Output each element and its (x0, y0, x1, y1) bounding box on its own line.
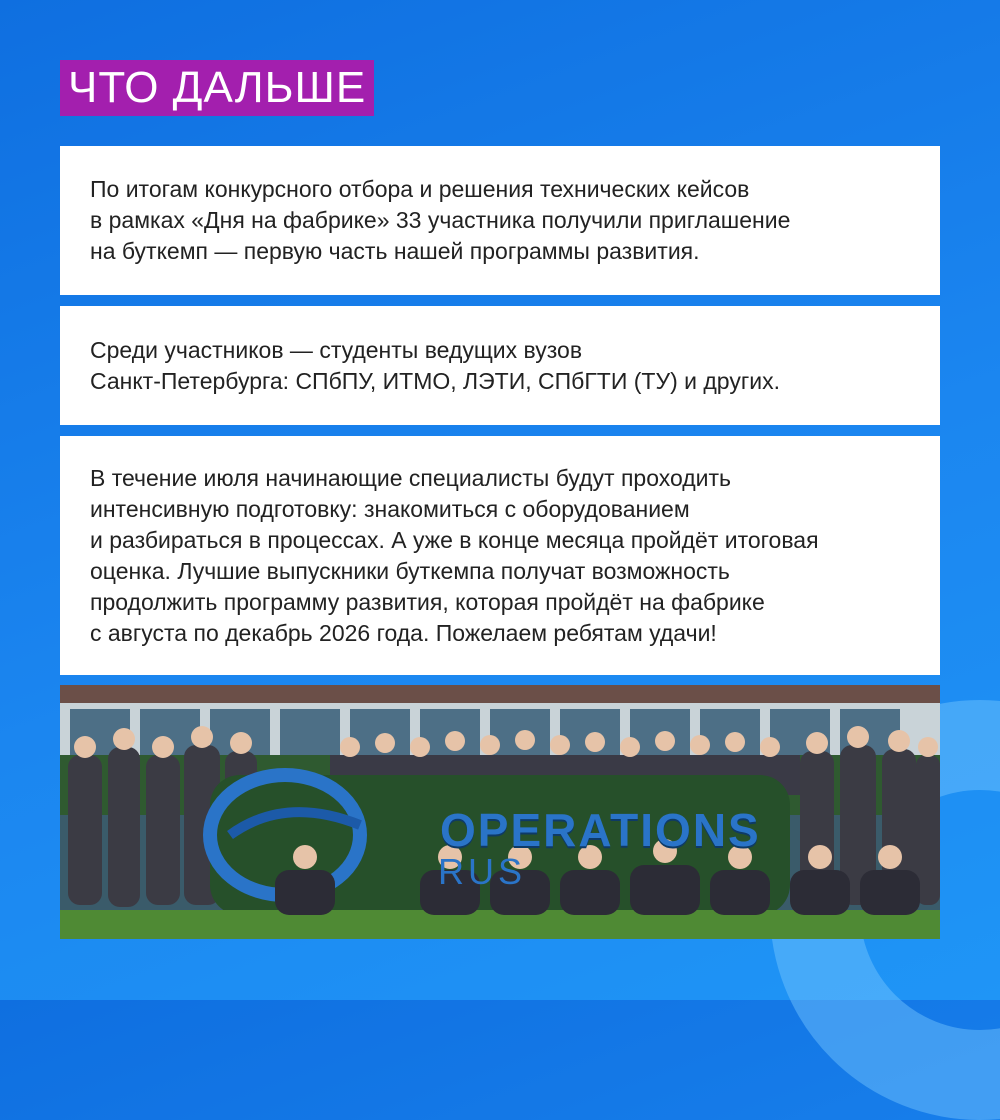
operations-sign-subtext: RUS (438, 851, 527, 892)
card-line: оценка. Лучшие выпускники буткемпа получат возможность (90, 557, 730, 584)
card-line: По итогам конкурсного отбора и решения технических кейсов (90, 176, 750, 202)
card-line: продолжить программу развития, которая пройдёт на фабрике (90, 588, 765, 615)
card-line: интенсивную подготовку: знакомиться с оборудованием (90, 495, 690, 522)
info-card-schedule (60, 436, 940, 675)
card-line: на буткемп — первую часть нашей программы развития. (90, 238, 700, 264)
card-line: с августа по декабрь 2026 года. Пожелаем ребятам удачи! (90, 619, 717, 646)
card-line: Санкт-Петербурга: СПбПУ, ИТМО, ЛЭТИ, СПбГТИ (ТУ) и других. (90, 367, 780, 394)
info-card-selection (60, 146, 940, 295)
card-line: и разбираться в процессах. А уже в конце месяца пройдёт итоговая (90, 526, 819, 553)
operations-sign-text: OPERATIONS (440, 804, 761, 856)
card-line: В течение июля начинающие специалисты будут проходить (90, 464, 732, 491)
info-card-participants (60, 306, 940, 425)
page-title: ЧТО ДАЛЬШЕ (60, 60, 374, 116)
card-line: Среди участников — студенты ведущих вузов (90, 336, 583, 363)
card-line: в рамках «Дня на фабрике» 33 участника получили приглашение (90, 207, 791, 233)
group-photo (60, 685, 940, 939)
